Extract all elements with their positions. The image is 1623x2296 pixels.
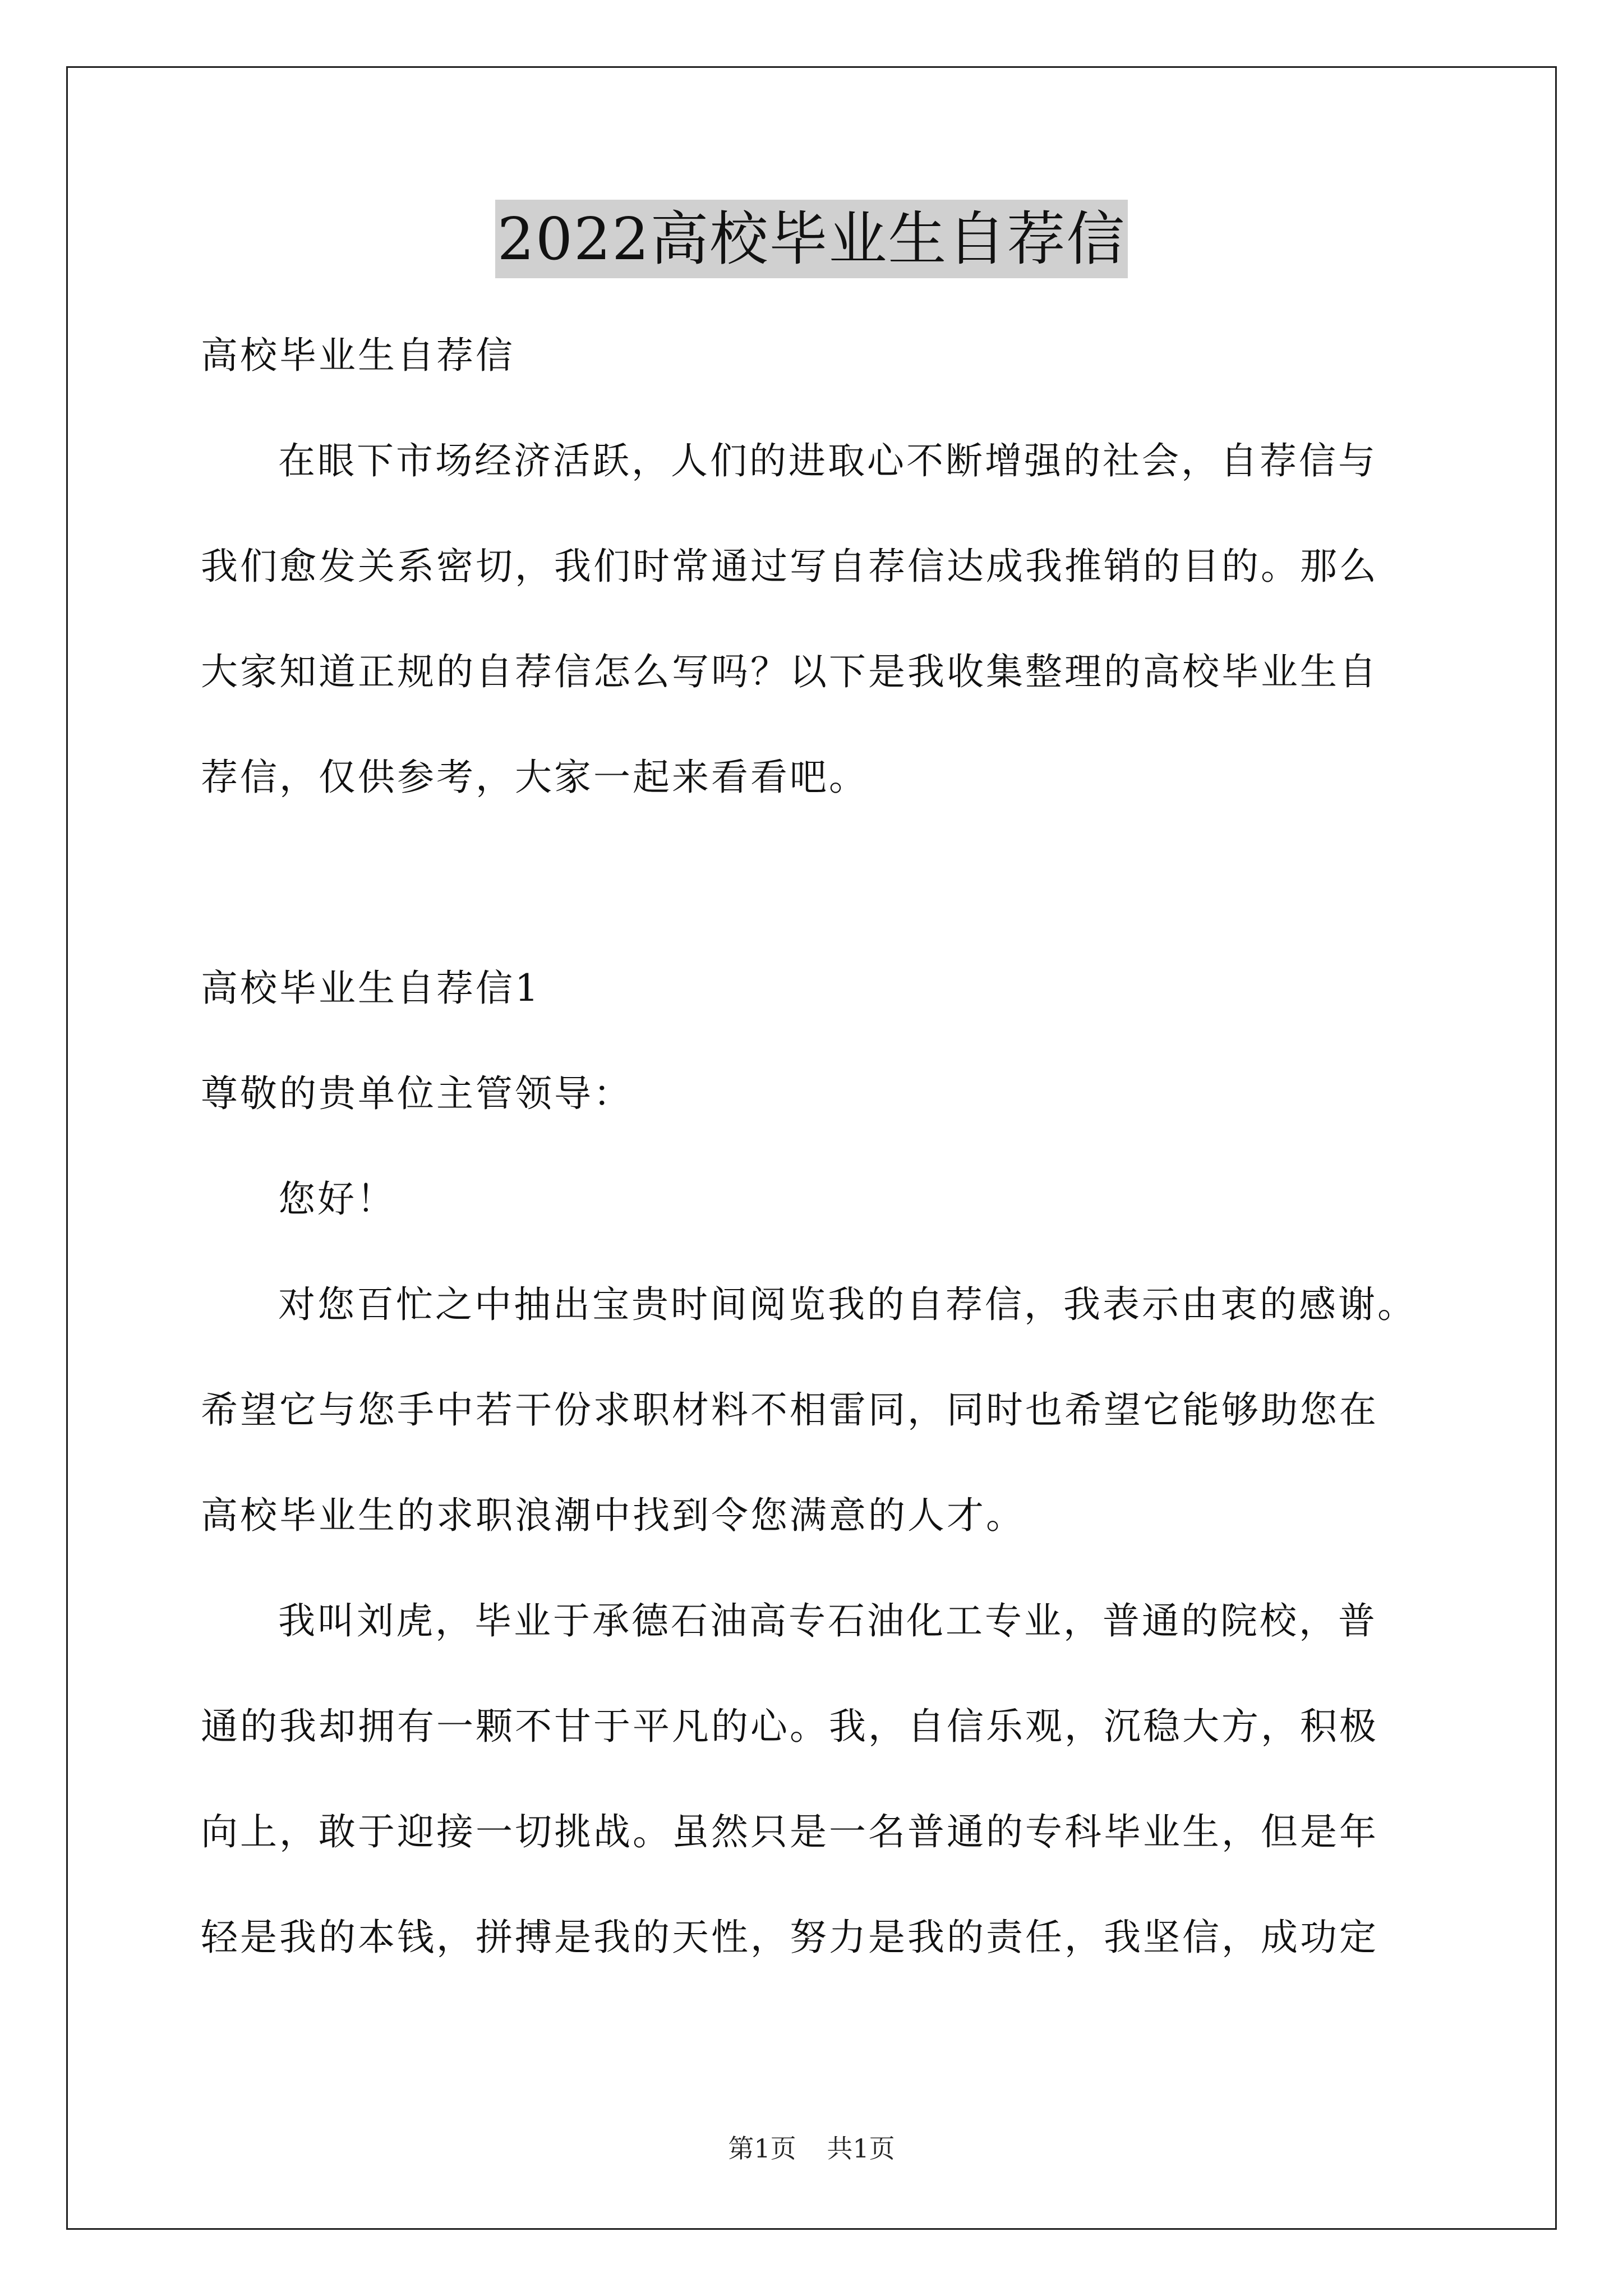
page-footer [0,2132,1623,2165]
text-line: 高校毕业生自荐信1 [201,967,541,1010]
text-line: 向上，敢于迎接一切挑战。虽然只是一名普通的专科毕业生，但是年 [201,1810,1378,1853]
text-line: 对您百忙之中抽出宝贵时间阅览我的自荐信，我表示由衷的感谢。 [278,1283,1417,1326]
text-line: 您好！ [278,1177,396,1221]
document-title: 2022高校毕业生自荐信 [495,200,1128,278]
page-number: 第1页 [728,2133,796,2164]
text-line: 希望它与您手中若干份求职材料不相雷同，同时也希望它能够助您在 [201,1388,1378,1432]
page-total: 共1页 [827,2133,895,2164]
text-line: 在眼下市场经济活跃，人们的进取心不断增强的社会，自荐信与 [278,439,1377,482]
text-line: 高校毕业生自荐信 [201,334,515,377]
text-line: 轻是我的本钱，拼搏是我的天性，努力是我的责任，我坚信，成功定 [201,1916,1378,1959]
title-container [0,200,1623,278]
text-line: 尊敬的贵单位主管领导： [201,1072,633,1115]
text-line: 我叫刘虎，毕业于承德石油高专石油化工专业，普通的院校，普 [278,1599,1377,1642]
text-line: 大家知道正规的自荐信怎么写吗？以下是我收集整理的高校毕业生自 [201,650,1378,693]
text-line: 高校毕业生的求职浪潮中找到令您满意的人才。 [201,1494,1025,1537]
document-body [201,303,1435,1990]
paragraph-gap [201,830,1435,936]
text-line: 我们愈发关系密切，我们时常通过写自荐信达成我推销的目的。那么 [201,545,1378,588]
text-line: 荐信，仅供参考，大家一起来看看吧。 [201,756,868,799]
text-line: 通的我却拥有一颗不甘于平凡的心。我，自信乐观，沉稳大方，积极 [201,1705,1378,1748]
